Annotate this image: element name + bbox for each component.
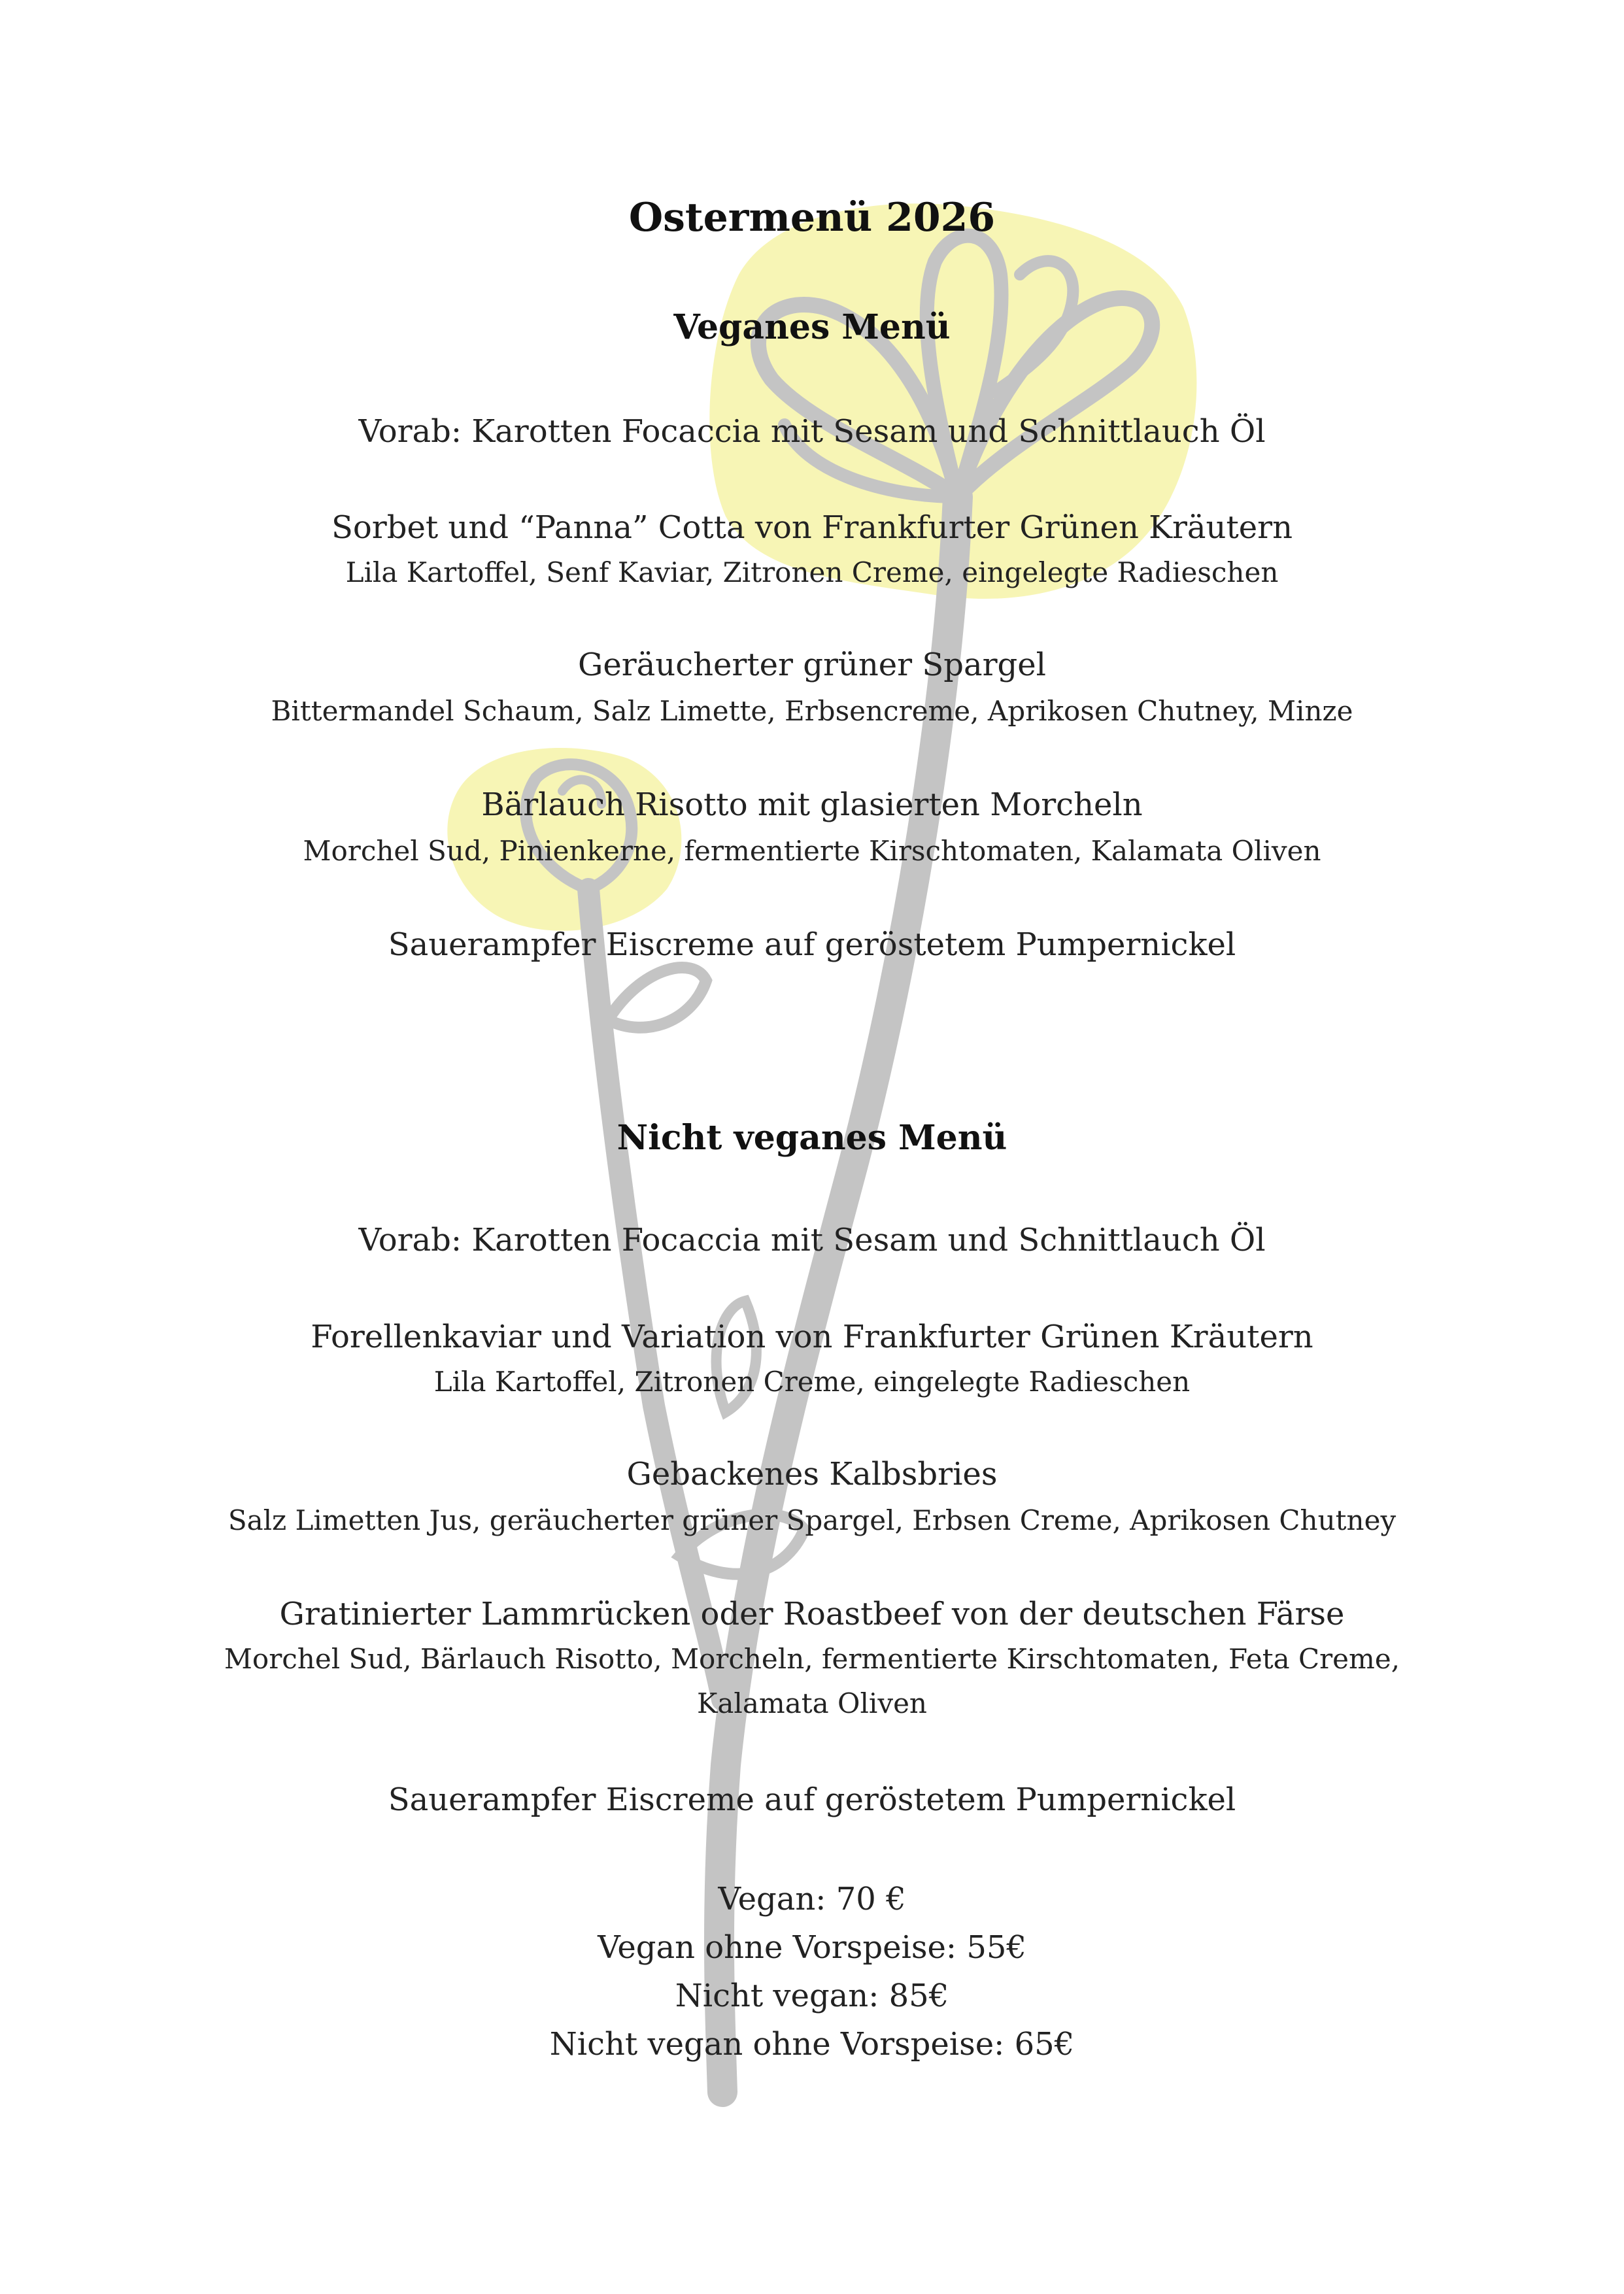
non-vegan-course-name: Forellenkaviar und Variation von Frankfurter Grünen Kräutern: [311, 1319, 1313, 1355]
vegan-course-name: Geräucherter grüner Spargel: [577, 647, 1047, 683]
non-vegan-course-details: Lila Kartoffel, Zitronen Creme, eingelegte Radieschen: [433, 1366, 1191, 1398]
price-line: Nicht vegan: 85€: [675, 1978, 949, 2014]
non-vegan-course-name: Vorab: Karotten Focaccia mit Sesam und Schnittlauch Öl: [358, 1222, 1266, 1258]
non-vegan-course-name: Gratinierter Lammrücken oder Roastbeef von der deutschen Färse: [279, 1596, 1345, 1632]
price-line: Vegan ohne Vorspeise: 55€: [598, 1929, 1026, 1966]
vegan-course-details: Lila Kartoffel, Senf Kaviar, Zitronen Creme, eingelegte Radieschen: [345, 556, 1279, 588]
vegan-menu-heading: Veganes Menü: [673, 307, 951, 347]
non-vegan-course-name: Sauerampfer Eiscreme auf geröstetem Pumpernickel: [388, 1781, 1236, 1818]
vegan-course-name: Sorbet und “Panna” Cotta von Frankfurter Grünen Kräutern: [331, 509, 1293, 546]
price-line: Vegan: 70 €: [718, 1881, 906, 1917]
non-vegan-course-name: Gebackenes Kalbsbries: [626, 1456, 998, 1493]
vegan-course-name: Vorab: Karotten Focaccia mit Sesam und Schnittlauch Öl: [358, 413, 1266, 450]
vegan-course-name: Sauerampfer Eiscreme auf geröstetem Pumpernickel: [388, 926, 1236, 963]
non-vegan-course-details: Salz Limetten Jus, geräucherter grüner Spargel, Erbsen Creme, Aprikosen Chutney: [228, 1504, 1396, 1536]
price-line: Nicht vegan ohne Vorspeise: 65€: [549, 2026, 1075, 2063]
vegan-course-details: Bittermandel Schaum, Salz Limette, Erbsencreme, Aprikosen Chutney, Minze: [271, 695, 1353, 727]
vegan-course-name: Bärlauch Risotto mit glasierten Morcheln: [481, 786, 1143, 823]
page-title: Ostermenü 2026: [628, 195, 996, 241]
vegan-course-details: Morchel Sud, Pinienkerne, fermentierte Kirschtomaten, Kalamata Oliven: [303, 835, 1321, 867]
non-vegan-course-details: Morchel Sud, Bärlauch Risotto, Morcheln, fermentierte Kirschtomaten, Feta Creme, Kalamata Oliven: [224, 1643, 1400, 1719]
non-vegan-menu-heading: Nicht veganes Menü: [617, 1118, 1007, 1158]
